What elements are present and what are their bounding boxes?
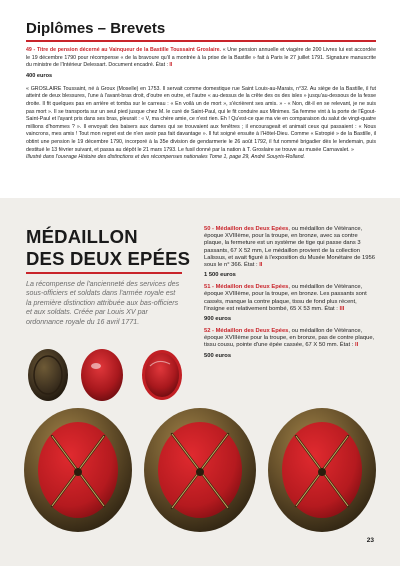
lot-50-title: 50 - Médaillon des Deux Epées (204, 226, 289, 232)
medal-back-dark (28, 349, 68, 401)
medaillon-section (0, 198, 400, 566)
lot-52-title: 52 - Médaillon des Deux Epées (204, 328, 289, 335)
lot-51 (204, 284, 376, 323)
medal-red-glass-2 (142, 350, 182, 400)
medal-large-52 (268, 408, 376, 532)
medaillon-lots (204, 226, 376, 365)
medaillon-title-line2: DES DEUX EPÉES (26, 248, 191, 269)
lot-51-title: 51 - Médaillon des Deux Epées (204, 284, 289, 291)
lot-52 (204, 328, 376, 360)
medal-large-51 (144, 408, 256, 532)
section-title: Diplômes – Brevets (26, 20, 166, 37)
lot-50-etat: II (259, 262, 263, 269)
illustration-credit: Illustré dans l'ouvrage Histoire des distinctions et des récompenses nationales Tome 1, page 29, André Souyris-Rolland. (26, 154, 306, 161)
lot-51-etat: III (339, 305, 345, 312)
medaillon-intro: La récompense de l'ancienneté des services des sous-officiers et soldats dans l'armée royale est la première distinction attribuée aux bas-officiers et aux soldats. Créée par Louis XV par ordonnance royale du 16 avril 1771. (26, 280, 180, 326)
lot-50 (204, 226, 376, 279)
lot-49-title: 49 - Titre de pension décerné au Vainqueur de la Bastille Toussaint Groslaire. (26, 47, 221, 53)
title-divider (26, 40, 376, 42)
lot-52-text: , ou médaillon de Vétérance, époque XVIIIème pour la troupe, en bronze, pas de contre plaque, tissu cousu, pointe d'une épée cassée, 67 X 50 mm. État : (204, 328, 375, 349)
lot-52-etat: II (354, 342, 359, 349)
lot-51-text: , ou médaillon de Vétérance, époque XVIIIème, pour la troupe, en bronze. Les passants sont cassés, manque la contre plaque, tissu de fond plus récent, l'insigne est relativement bombé, 65 X 53 mm. État : (204, 284, 367, 312)
small-medals-row (24, 346, 194, 404)
medaillon-title-line1: MÉDAILLON (26, 226, 138, 247)
page-number: 23 (366, 537, 374, 544)
lot-49-etat: II (169, 62, 173, 69)
medaillon-title (26, 226, 190, 270)
groslaire-biography: « GROSLAIRE Toussaint, né à Groux (Moselle) en 1753. Il servait comme domestique rue Saint Louis-au-Marais, n°32. Au siège de la Bastille, il fut atteint de deux blessures, l'une à l'avant-bras droit, d'outre en outre, et l'autre « au-dessus de la crête des os des isles » jusqu'au-dessous de la fesse droite. Il fit quelques pas en arrière et tomba sur le carreau : « En voilà un de mort », s'écrièrent ses amis. » - « Non, dit-il en se relevant, je ne suis pas mort ». Il se transporta sur un seul pied jusque chez M. le curé de Saint-Paul, qui le fit conduire aux Minimes. Sa femme vint à la porte de l'Égout-Saint-Paul et l'ayant pris dans ses bras, pleurait : « V, ma chère amie, ce n'est rien. Eh ! Qu'est-ce que ma vie en comparaison du salut de vingt-quatre millions d'hommes ? ». Il envoyait des baisers aux dames qui se trouvaient aux fenêtres ; il encourageait et animait ceux qui passaient : « Nous vaincrons, mes amis ! Tout mon regret est de n'en avoir pas fait davantage ». Il fut soigné ensuite à l'Hôtel-Dieu. Comme « Estropié » de la Bastille, il obtint une pension le 19 décembre 1790, incorporé à la 35e division de gendarmerie le 26 août 1792, il fut nommé brigadier dès le lendemain, puis destitué le 13 février suivant, et passa au dépôt le 21 mars 1793. Le fusil donné par la nation à T. Groslaire se trouve au musée Carnavalet. » (26, 85, 376, 153)
diplomes-section (26, 20, 376, 162)
medal-red-glass (81, 349, 123, 401)
lot-50-text: , ou médaillon de Vétérance, époque XVIIIème, pour la troupe, en bronze, avec sa contre plaque, la fermeture est un système de tige qui passe dans 3 passants, 67 X 52 mm, Le médaillon provient de la collection Lalissus, et avait figuré à l'exposition du Musée Monétaire de 1956 sous le n° 366. État : (204, 226, 375, 269)
lot-49-text: « Une pension annuelle et viagère de 200 Livres lui est accordée le 19 décembre 1790 pour récompense « de la bravoure qu'il a montrée à la prise de la Bastille » fait à Paris le 27 juillet 1791. Signature manuscrite du ministre de l'Intérieur Delessart. Document encadré. État : (26, 47, 376, 69)
medaillon-title-divider (26, 272, 182, 274)
lot-50-price: 1 500 euros (204, 272, 236, 279)
lot-52-price: 500 euros (204, 352, 232, 359)
lot-51-price: 900 euros (204, 316, 232, 323)
lot-49-description (26, 47, 376, 70)
large-medals-row (0, 408, 400, 536)
medal-large-50 (24, 408, 132, 532)
lot-49-price: 400 euros (26, 72, 53, 79)
